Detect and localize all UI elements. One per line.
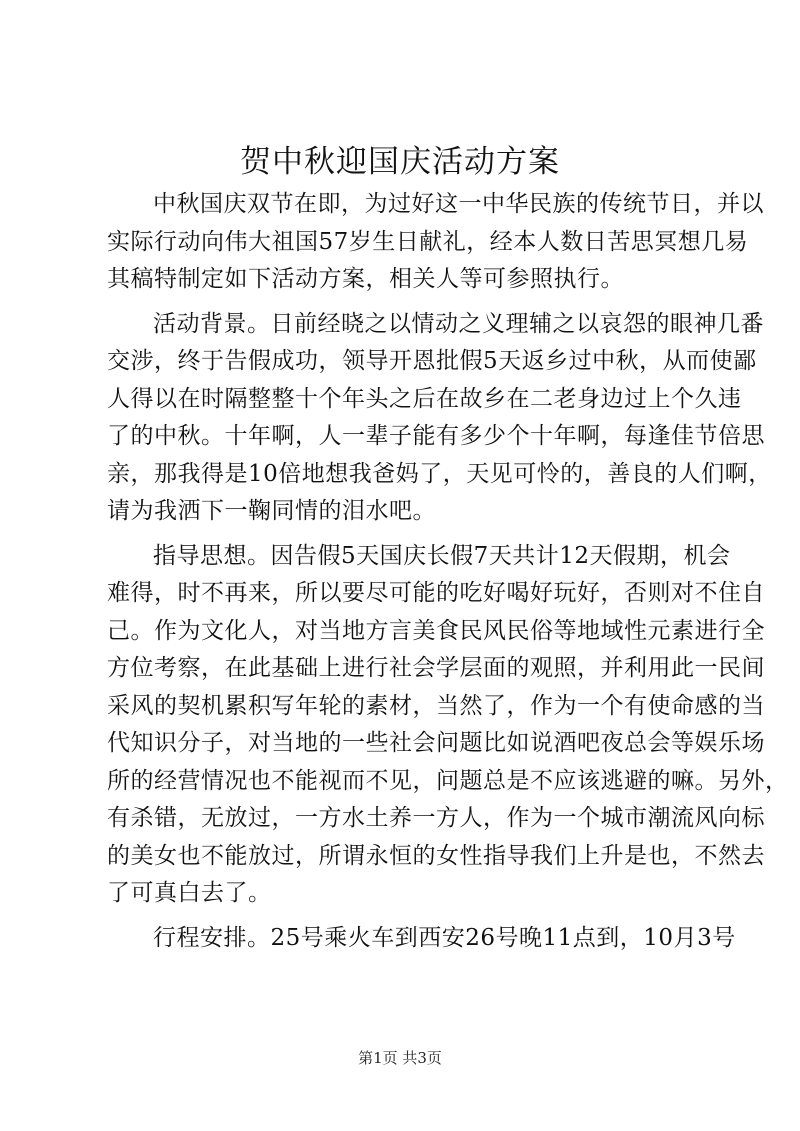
text-line: 所的经营情况也不能视而不见，问题总是不应该逃避的嘛。另外， [107, 767, 789, 794]
document-body [107, 186, 789, 964]
text-line: 亲，那我得是10倍地想我爸妈了，天见可怜的，善良的人们啊， [107, 460, 772, 487]
paragraph-intro [107, 186, 764, 299]
text-line: 中秋国庆双节在即，为过好这一中华民族的传统节日，并以 [153, 191, 764, 217]
paragraph-itinerary [107, 920, 736, 958]
text-line: 请为我洒下一鞠同情的泪水吧。 [107, 498, 436, 524]
text-line: 实际行动向伟大祖国57岁生日献礼，经本人数日苦思冥想几易 [107, 228, 749, 255]
text-line: 的美女也不能放过，所谓永恒的女性指导我们上升是也，不然去 [107, 842, 765, 869]
text-line: 方位考察，在此基础上进行社会学层面的观照，并利用此一民间 [107, 655, 765, 681]
text-line: 交涉，终于告假成功，领导开恩批假5天返乡过中秋，从而使鄙 [107, 348, 757, 374]
text-line: 活动背景。日前经晓之以情动之义理辅之以哀怨的眼神几番 [153, 310, 764, 337]
text-line: 其稿特制定如下活动方案，相关人等可参照执行。 [107, 266, 624, 292]
text-line: 采风的契机累积写年轮的素材，当然了，作为一个有使命感的当 [107, 692, 765, 719]
text-line: 行程安排。25号乘火车到西安26号晚11点到，10月3号 [153, 924, 736, 951]
text-line: 了可真白去了。 [107, 880, 272, 906]
text-line: 指导思想。因告假5天国庆长假7天共计12天假期，机会 [153, 542, 731, 569]
paragraph-background [107, 306, 772, 531]
text-line: 代知识分子，对当地的一些社会问题比如说酒吧夜总会等娱乐场 [107, 730, 765, 756]
document-title: 贺中秋迎国庆活动方案 [240, 144, 560, 180]
text-line: 难得，时不再来，所以要尽可能的吃好喝好玩好，否则对不住自 [107, 580, 765, 606]
page-number-footer: 第1页 共3页 [358, 1049, 442, 1067]
text-line: 己。作为文化人，对当地方言美食民风民俗等地域性元素进行全 [107, 617, 765, 644]
text-line: 人得以在时隔整整十个年头之后在故乡在二老身边过上个久违 [107, 385, 742, 412]
text-line: 了的中秋。十年啊，人一辈子能有多少个十年啊，每逢佳节倍思 [107, 423, 765, 449]
text-line: 有杀错，无放过，一方水土养一方人，作为一个城市潮流风向标 [107, 805, 765, 831]
paragraph-guiding-idea [107, 538, 789, 913]
